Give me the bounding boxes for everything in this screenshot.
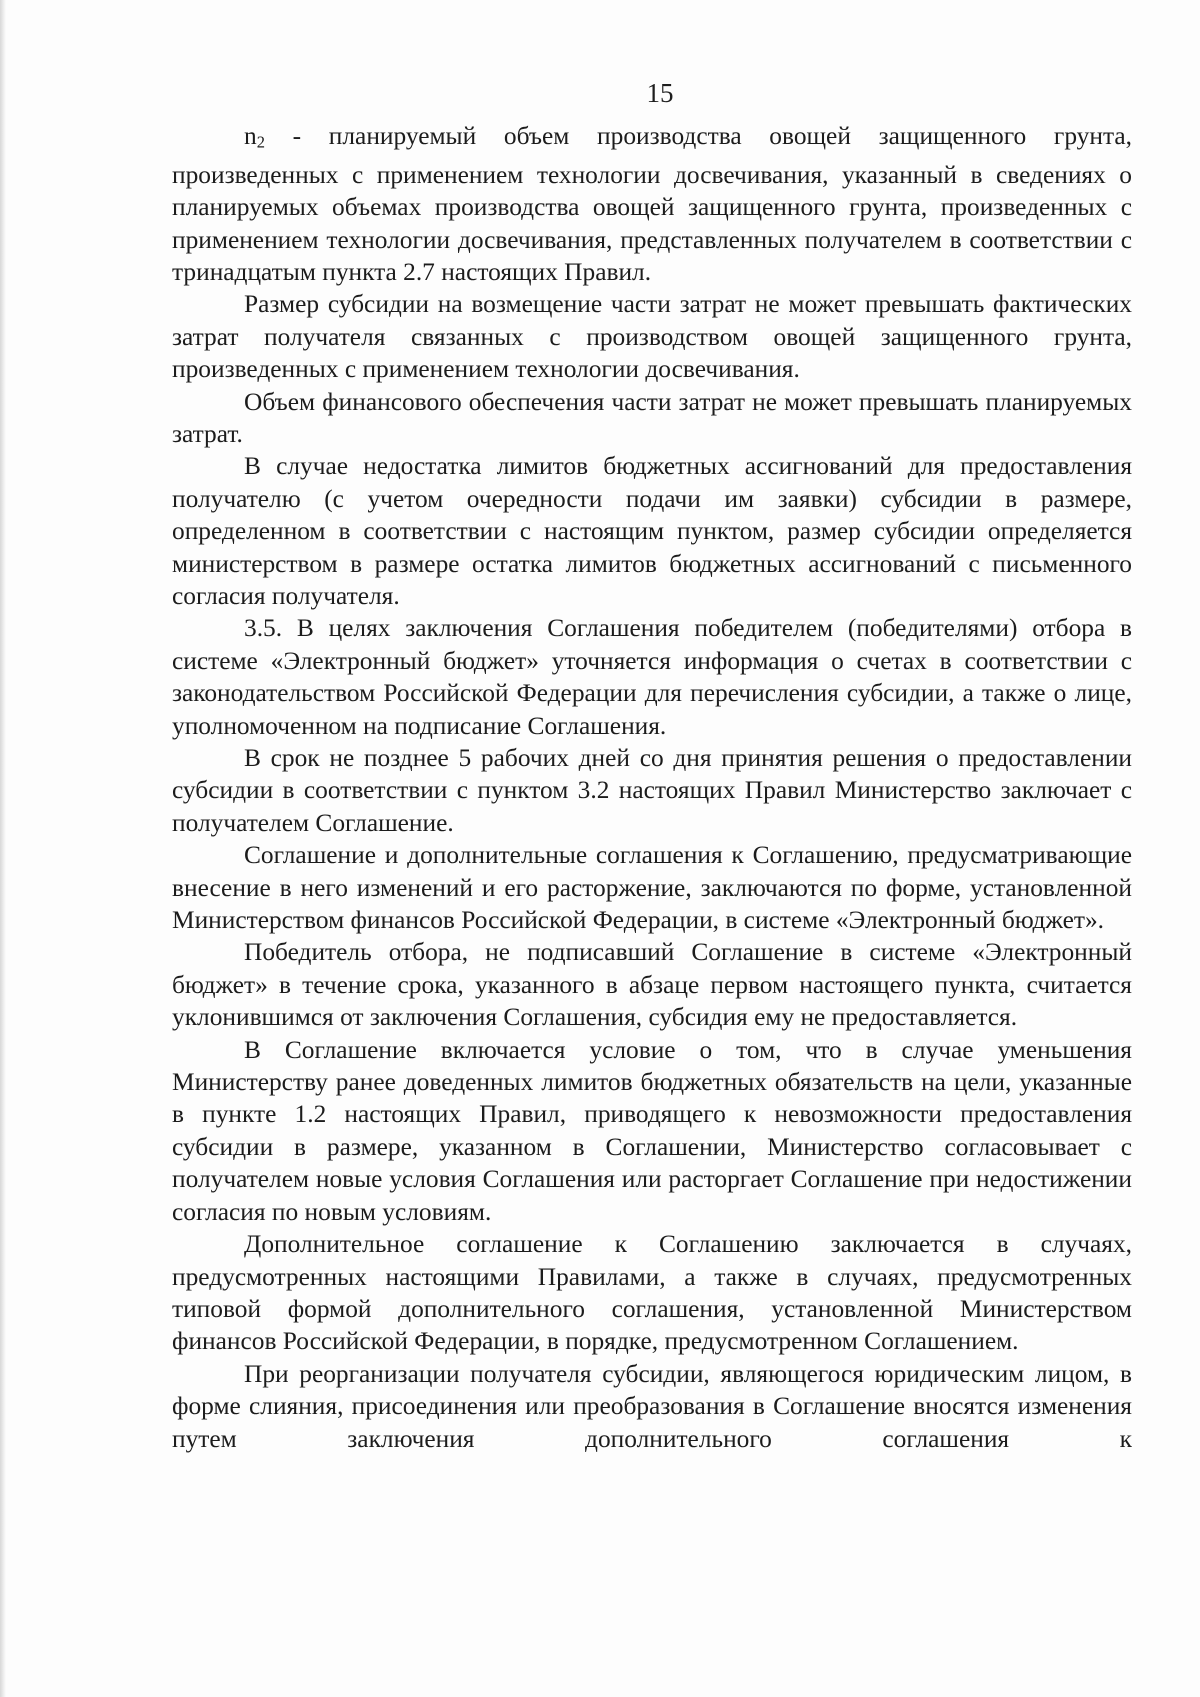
paragraph-3-5: 3.5. В целях заключения Соглашения победителем (победителями) отбора в системе «Электронный бюджет» уточняется информация о счетах в соответствии с законодательством Российской Федерации для перечисления субсидии, а также о лице, уполномоченном на подписание Соглашения. — [172, 614, 1132, 740]
n2-subscript: 2 — [256, 132, 265, 152]
paragraph-additional-agreement: Дополнительное соглашение к Соглашению заключается в случаях, предусмотренных настоящими Правилами, а также в случаях, предусмотренных типовой формой дополнительного соглашения, установленной Министерством финансов Российской Федерации, в порядке, предусмотренном Соглашением. — [172, 1230, 1132, 1356]
paragraph-subsidy-size: Размер субсидии на возмещение части затрат не может превышать фактических затрат получателя связанных с производством овощей защищенного грунта, произведенных с применением технологии досвечивания. — [172, 290, 1132, 384]
page-number: 15 — [646, 78, 674, 108]
paragraph-winner-evasion: Победитель отбора, не подписавший Соглашение в системе «Электронный бюджет» в течение срока, указанного в абзаце первом настоящего пункта, считается уклонившимся от заключения Соглашения, субсидия ему не предоставляется. — [172, 938, 1132, 1032]
paragraph-limits-shortage: В случае недостатка лимитов бюджетных ассигнований для предоставления получателю (с учетом очередности подачи им заявки) субсидии в размере, определенном в соответствии с настоящим пунктом, размер субсидии определяется министерством в размере остатка лимитов бюджетных ассигнований с письменного согласия получателя. — [172, 452, 1132, 610]
paragraph-limits-reduction: В Соглашение включается условие о том, что в случае уменьшения Министерству ранее доведенных лимитов бюджетных обязательств на цели, указанные в пункте 1.2 настоящих Правил, приводящего к невозможности предоставления субсидии в размере, указанном в Соглашении, Министерство согласовывает с получателем новые условия Соглашения или расторгает Соглашение при недостижении согласия по новым условиям. — [172, 1035, 1132, 1226]
document-body — [172, 120, 1132, 1455]
scan-edge — [0, 0, 6, 1697]
n2-definition-text: - планируемый объем производства овощей защищенного грунта, произведенных с применением технологии досвечивания, указанный в сведениях о планируемых объемах производства овощей защищенного грунта, произведенных с применением технологии досвечивания, представленных получателем в соответствии с тринадцатым пункта 2.7 настоящих Правил. — [172, 122, 1132, 286]
n2-definition-paragraph — [172, 120, 1132, 288]
paragraph-financial-volume: Объем финансового обеспечения части затрат не может превышать планируемых затрат. — [172, 387, 1132, 448]
paragraph-reorganization: При реорганизации получателя субсидии, являющегося юридическим лицом, в форме слияния, присоединения или преобразования в Соглашение вносятся изменения путем заключения дополнительного соглашения к — [172, 1359, 1132, 1453]
paragraph-agreement-deadline: В срок не позднее 5 рабочих дней со дня принятия решения о предоставлении субсидии в соответствии с пунктом 3.2 настоящих Правил Министерство заключает с получателем Соглашение. — [172, 744, 1132, 837]
paragraph-agreement-form: Соглашение и дополнительные соглашения к Соглашению, предусматривающие внесение в него изменений и его расторжение, заключаются по форме, установленной Министерством финансов Российской Федерации, в системе «Электронный бюджет». — [172, 841, 1132, 935]
n2-symbol: n — [244, 122, 257, 150]
